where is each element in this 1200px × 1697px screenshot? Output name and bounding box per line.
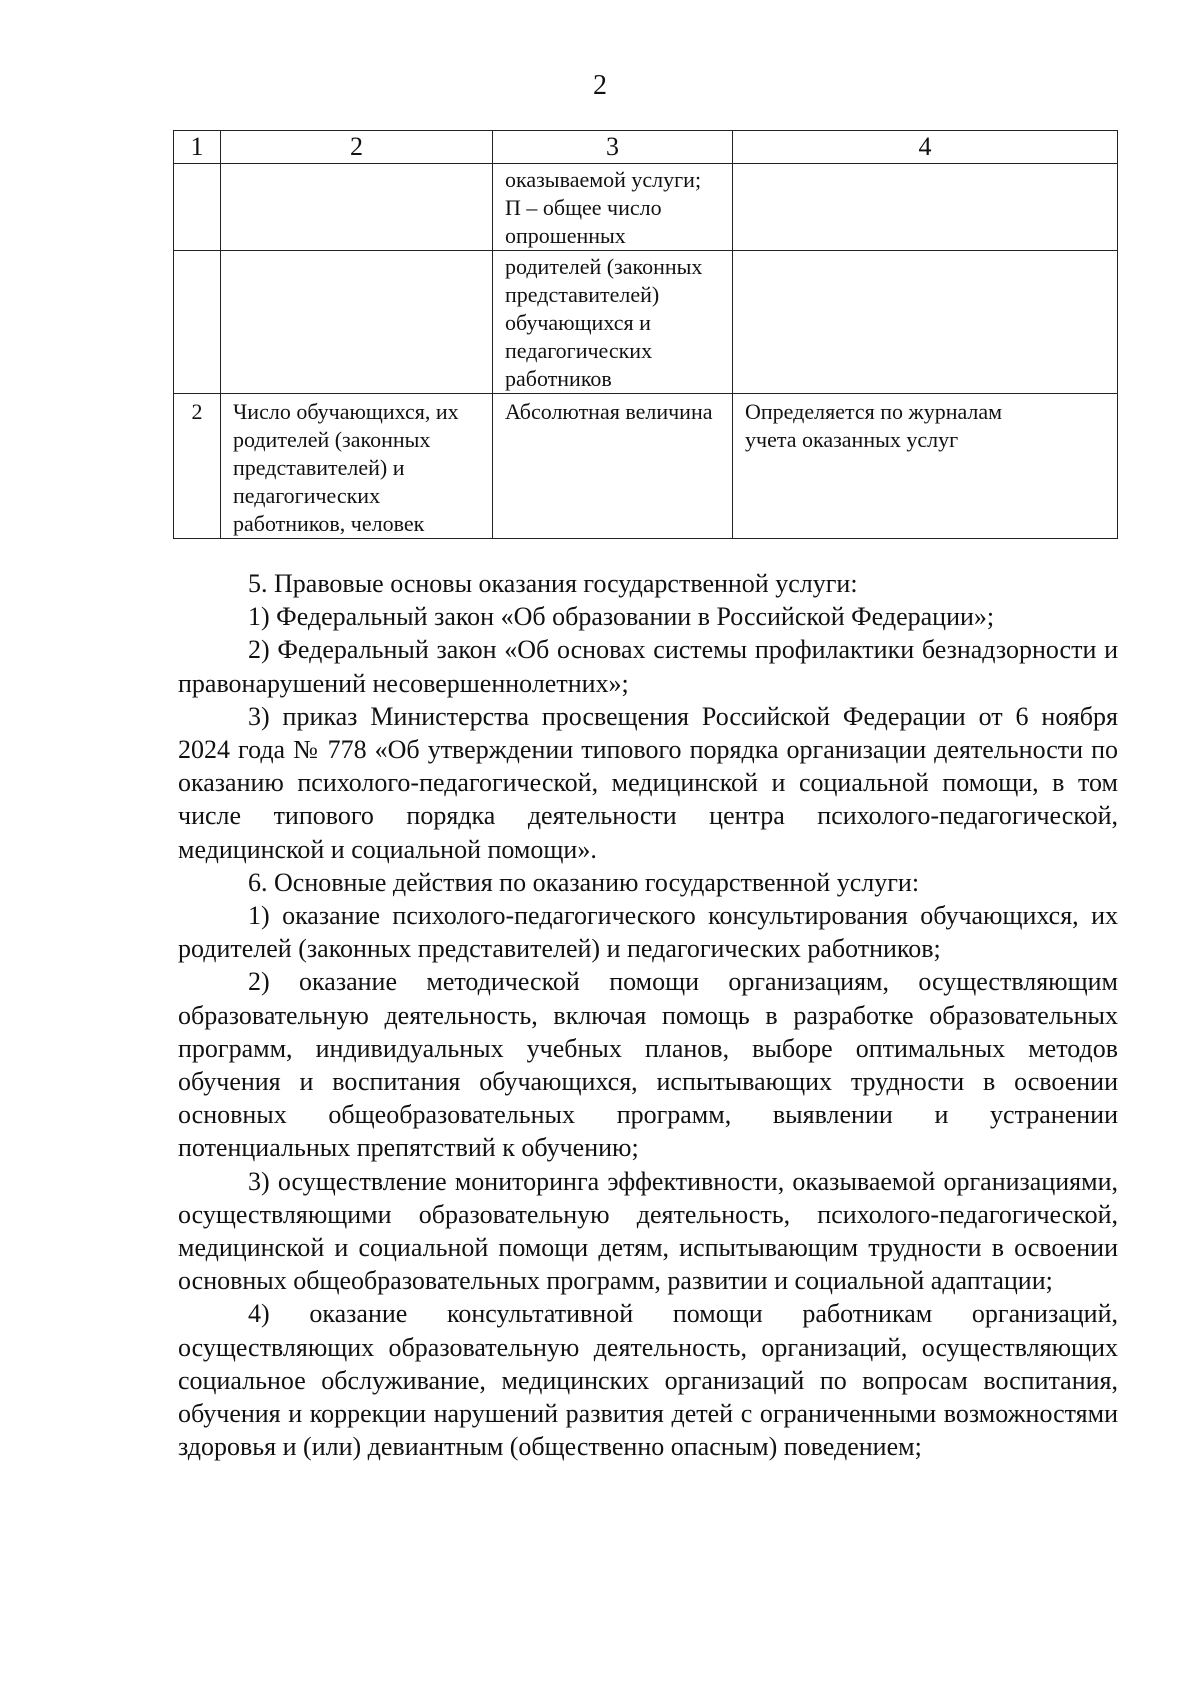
table-header-cell: 1 bbox=[174, 131, 221, 164]
cell-text: Абсолютная величина bbox=[505, 399, 713, 424]
list-item: 1) Федеральный закон «Об образовании в Российской Федерации»; bbox=[248, 602, 995, 632]
table-row bbox=[174, 394, 1118, 539]
table-cell-unit bbox=[493, 251, 733, 394]
table-cell-method bbox=[733, 251, 1118, 394]
list-item: 4) оказание консультативной помощи работникам организаций, осуществляющих образовательную деятельность, организаций, осуществляющих социальное обслуживание, медицинских организаций по вопросам воспитания, обучения и коррекции нарушений развития детей с ограниченными возможностями здоровья и (или) девиантным (общественно опасным) поведением; bbox=[178, 1299, 1118, 1462]
table-row bbox=[174, 164, 1118, 251]
cell-text: оказываемой услуги; П – общее число опрошенных bbox=[505, 167, 702, 248]
cell-text: Число обучающихся, их родителей (законных представителей) и педагогических работников, человек bbox=[233, 399, 459, 536]
list-item: 1) оказание психолого-педагогического консультирования обучающихся, их родителей (законных представителей) и педагогических работников; bbox=[178, 901, 1118, 964]
table-cell-method bbox=[733, 164, 1118, 251]
table-row bbox=[174, 251, 1118, 394]
table-cell-unit bbox=[493, 394, 733, 539]
table-header-cell: 3 bbox=[493, 131, 733, 164]
cell-text: Определяется по журналам учета оказанных услуг bbox=[745, 399, 1003, 452]
section-heading: 5. Правовые основы оказания государственной услуги: bbox=[248, 569, 858, 598]
page-number: 2 bbox=[593, 70, 607, 101]
section-heading: 6. Основные действия по оказанию государственной услуги: bbox=[248, 867, 920, 897]
list-item: 2) оказание методической помощи организациям, осуществляющим образовательную деятельность, включая помощь в разработке образовательных программ, индивидуальных учебных планов, выборе оптимальных методов обучения и воспитания обучающихся, испытывающих трудности в освоении основных общеобразовательных программ, выявлении и устранении потенциальных препятствий к обучению; bbox=[178, 967, 1118, 1163]
list-item: 2) Федеральный закон «Об основах системы профилактики безнадзорности и правонарушений несовершеннолетних»; bbox=[178, 635, 1118, 698]
indicators-table bbox=[173, 130, 1118, 539]
table-cell-unit bbox=[493, 164, 733, 251]
list-item: 3) осуществление мониторинга эффективности, оказываемой организациями, осуществляющими образовательную деятельность, психолого-педагогической, медицинской и социальной помощи детям, испытывающим трудности в освоении основных общеобразовательных программ, развитии и социальной адаптации; bbox=[178, 1166, 1118, 1296]
table-cell-number: 2 bbox=[174, 394, 221, 539]
cell-text: родителей (законных представителей) обучающихся и педагогических работников bbox=[505, 254, 703, 391]
table-cell-indicator bbox=[221, 164, 493, 251]
document-body bbox=[178, 567, 1118, 1463]
table-cell-indicator bbox=[221, 394, 493, 539]
table-header-cell: 4 bbox=[733, 131, 1118, 164]
table-cell-number bbox=[174, 251, 221, 394]
table-cell-indicator bbox=[221, 251, 493, 394]
list-item: 3) приказ Министерства просвещения Российской Федерации от 6 ноября 2024 года № 778 «Об утверждении типового порядка организации деятельности по оказанию психолого-педагогической, медицинской и социальной помощи, в том числе типового порядка деятельности центра психолого-педагогической, медицинской и социальной помощи». bbox=[178, 701, 1118, 864]
table-header-cell: 2 bbox=[221, 131, 493, 164]
table-cell-number bbox=[174, 164, 221, 251]
table-header-row bbox=[174, 131, 1118, 164]
table-cell-method bbox=[733, 394, 1118, 539]
